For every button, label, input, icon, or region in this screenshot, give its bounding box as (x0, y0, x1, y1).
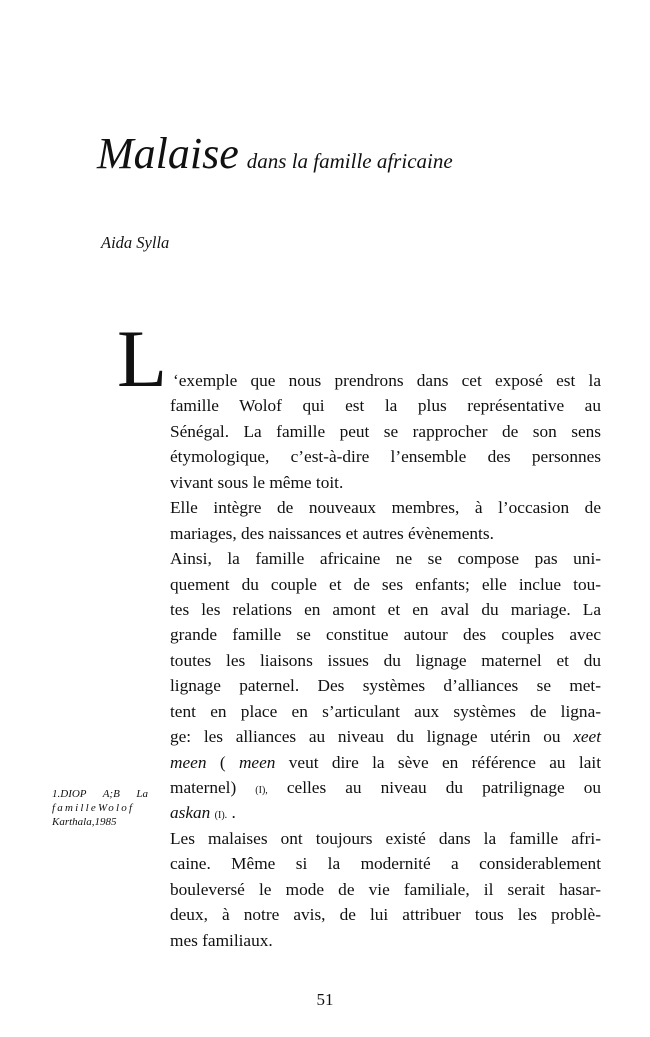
drop-cap: L (117, 313, 168, 404)
text-segment: toutes les liaisons issues du lignage maternel et du (170, 650, 601, 670)
footnote-line: familleWolof (52, 802, 135, 814)
text-segment: bouleversé le mode de vie familiale, il serait hasar- (170, 879, 601, 899)
text-line (170, 800, 601, 825)
text-line (170, 419, 601, 444)
text-line (170, 877, 601, 902)
text-line (170, 902, 601, 927)
text-segment: (I). (214, 810, 228, 822)
text-segment: Elle intègre de nouveaux membres, à l’occasion de (170, 498, 601, 518)
text-line (170, 622, 601, 647)
text-line (170, 368, 601, 393)
text-segment: caine. Même si la modernité a considerablement (170, 854, 601, 874)
text-segment: askan (170, 803, 211, 823)
text-line (170, 724, 601, 749)
text-line (170, 393, 601, 418)
text-line (170, 444, 601, 469)
text-segment: . (227, 803, 236, 823)
text-segment: ( (206, 752, 239, 772)
text-segment: mes familiaux. (170, 930, 273, 950)
text-segment: Les malaises ont toujours existé dans la famille afri- (170, 828, 601, 848)
text-line (170, 572, 601, 597)
text-line (170, 750, 601, 775)
text-line (170, 495, 601, 520)
text-line (170, 928, 601, 953)
text-segment: quement du couple et de ses enfants; elle inclue tou- (170, 574, 601, 594)
text-segment: famille Wolof qui est la plus représentative au (170, 396, 601, 416)
text-line (170, 546, 601, 571)
title-main: Malaise (97, 129, 239, 178)
title-subtitle: dans la famille africaine (246, 149, 453, 173)
text-segment: meen (238, 752, 276, 772)
text-line (170, 775, 601, 800)
text-segment: veut dire la sève en référence au lait (275, 752, 601, 772)
footnote-line: Karthala,1985 (52, 816, 117, 828)
text-segment: mariages, des naissances et autres évènements. (170, 523, 494, 543)
text-segment: xeet (573, 727, 601, 747)
text-segment: vivant sous le même toit. (170, 472, 344, 492)
text-line (170, 521, 601, 546)
text-line (170, 851, 601, 876)
text-segment: ‘exemple que nous prendrons dans cet exposé est la (173, 371, 601, 390)
text-segment: ge: les alliances au niveau du lignage utérin ou (170, 727, 574, 747)
text-line (170, 673, 601, 698)
text-line (170, 470, 601, 495)
text-segment: étymologique, c’est-à-dire l’ensemble des personnes (170, 447, 601, 467)
text-segment: maternel) (170, 778, 256, 797)
margin-footnote (52, 787, 148, 829)
text-line (170, 597, 601, 622)
text-segment: deux, à notre avis, de lui attribuer tous les problè- (170, 905, 601, 925)
text-segment: tes les relations en amont et en aval du mariage. La (170, 599, 601, 619)
author-name: Aida Sylla (101, 233, 170, 252)
page-number: 51 (316, 990, 334, 1009)
text-segment: Sénégal. La famille peut se rapprocher de son sens (170, 421, 601, 441)
text-line (170, 826, 601, 851)
text-segment: tent en place en s’articulant aux systèmes de ligna- (170, 701, 601, 721)
text-segment: Ainsi, la famille africaine ne se compose pas uni- (170, 549, 601, 569)
text-segment: celles au niveau du patrilignage ou (267, 778, 601, 797)
body-text (170, 368, 601, 953)
article-title (97, 128, 453, 179)
footnote-line: 1.DIOP A;B La (52, 788, 148, 800)
text-line (170, 648, 601, 673)
text-segment: meen (170, 752, 207, 772)
text-segment: (I), (255, 785, 268, 796)
text-segment: grande famille se constitue autour des couples avec (170, 625, 601, 645)
text-line (170, 699, 601, 724)
text-segment: lignage paternel. Des systèmes d’alliances se met- (170, 676, 601, 696)
